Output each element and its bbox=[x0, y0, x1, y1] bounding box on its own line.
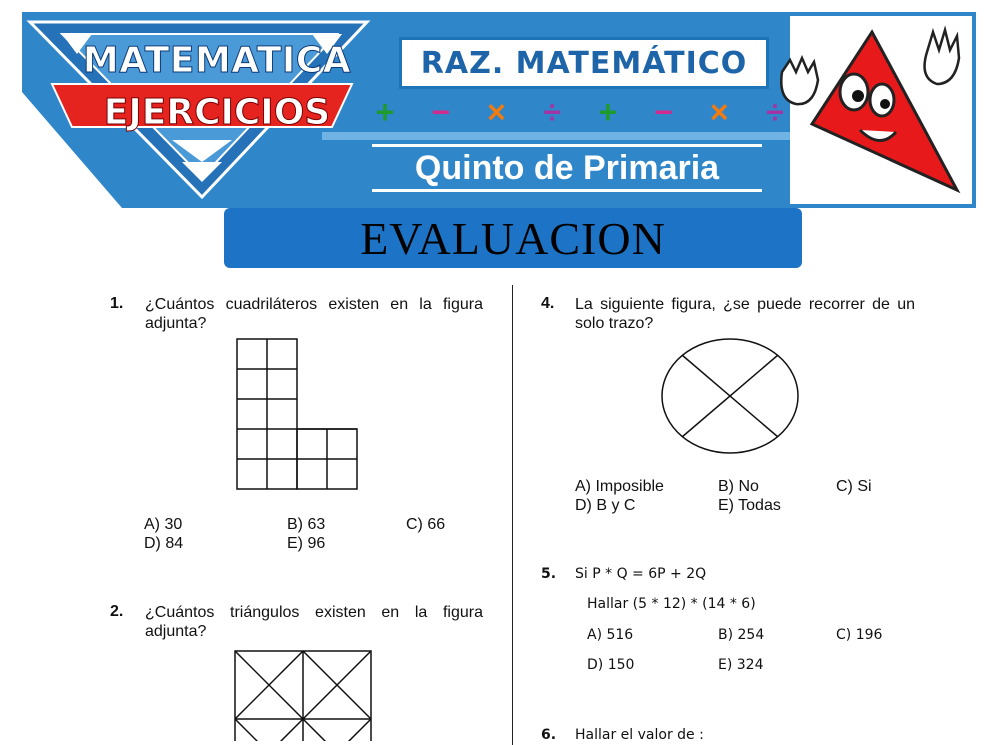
option-c[interactable]: C) 66 bbox=[406, 516, 446, 533]
question-text: ¿Cuántos triángulos existen en la figura adjunta? bbox=[145, 604, 483, 640]
question-subtext: Hallar (5 * 12) * (14 * 6) bbox=[587, 596, 756, 612]
question-text: La siguiente figura, ¿se puede recorrer de un solo trazo? bbox=[575, 296, 915, 332]
option-c[interactable]: C) 196 bbox=[836, 627, 883, 643]
question-text: Hallar el valor de : bbox=[575, 727, 704, 743]
operator-minus: − bbox=[654, 94, 673, 130]
logo-line-2: EJERCICIOS bbox=[103, 92, 331, 133]
operator-plus: + bbox=[598, 94, 618, 130]
option-b[interactable]: B) 63 bbox=[287, 516, 326, 533]
question-number: 2. bbox=[110, 603, 124, 620]
operator-row bbox=[360, 94, 800, 131]
circle-figure bbox=[660, 336, 802, 456]
operator-times: × bbox=[709, 94, 729, 130]
question-number: 5. bbox=[541, 566, 557, 582]
grade-label: Quinto de Primaria bbox=[372, 144, 762, 192]
question-text: Si P * Q = 6P + 2Q bbox=[575, 566, 707, 582]
operator-times: × bbox=[487, 94, 506, 130]
option-b[interactable]: B) 254 bbox=[718, 627, 765, 643]
option-d[interactable]: D) 150 bbox=[587, 657, 635, 673]
operator-minus: − bbox=[431, 94, 451, 130]
option-a[interactable]: A) 516 bbox=[587, 627, 634, 643]
option-b[interactable]: B) No bbox=[718, 478, 759, 495]
subject-label: RAZ. MATEMÁTICO bbox=[399, 37, 769, 89]
quadrilateral-figure bbox=[236, 338, 360, 492]
option-d[interactable]: D) B y C bbox=[575, 497, 636, 514]
option-e[interactable]: E) Todas bbox=[718, 497, 781, 514]
column-divider bbox=[512, 285, 513, 745]
question-number: 1. bbox=[110, 295, 124, 312]
option-a[interactable]: A) Imposible bbox=[575, 478, 664, 495]
triangle-figure bbox=[234, 650, 374, 741]
question-text: ¿Cuántos cuadriláteros existen en la figura adjunta? bbox=[145, 296, 483, 332]
logo-line-1: MATEMATICA bbox=[82, 40, 352, 81]
option-e[interactable]: E) 96 bbox=[287, 535, 326, 552]
operator-plus: + bbox=[375, 94, 395, 130]
question-number: 6. bbox=[541, 727, 557, 743]
operator-divide: ÷ bbox=[543, 94, 561, 130]
option-d[interactable]: D) 84 bbox=[144, 535, 184, 552]
operator-divide: ÷ bbox=[766, 94, 784, 130]
question-number: 4. bbox=[541, 295, 555, 312]
header-banner bbox=[22, 12, 976, 208]
option-c[interactable]: C) Si bbox=[836, 478, 872, 495]
page-title: EVALUACION bbox=[224, 208, 802, 268]
option-a[interactable]: A) 30 bbox=[144, 516, 183, 533]
option-e[interactable]: E) 324 bbox=[718, 657, 764, 673]
